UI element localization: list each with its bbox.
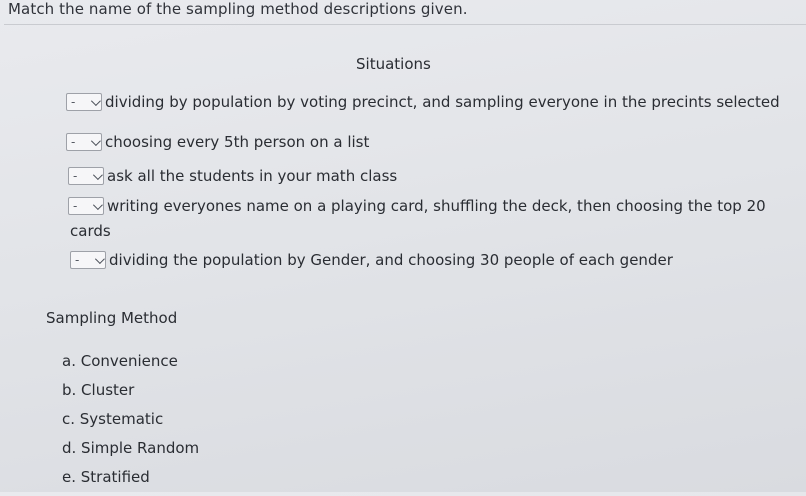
situation-row [68, 197, 766, 215]
situation-row [66, 133, 369, 151]
chevron-down-icon [91, 136, 101, 146]
situation-text: choosing every 5th person on a list [105, 133, 370, 151]
situation-text: dividing by population by voting precinct, and sampling everyone in the precints selected [105, 93, 780, 111]
method-list [62, 351, 199, 496]
answer-select[interactable] [68, 167, 104, 185]
answer-select[interactable] [70, 251, 106, 269]
method-option: d. Simple Random [62, 439, 200, 457]
chevron-down-icon [93, 200, 103, 210]
method-option: c. Systematic [62, 410, 164, 428]
method-option: b. Cluster [62, 381, 135, 399]
answer-select-value: - [71, 135, 76, 149]
answer-select[interactable] [66, 93, 102, 111]
method-heading: Sampling Method [46, 309, 178, 327]
answer-select-value: - [73, 169, 78, 183]
situation-text: writing everyones name on a playing card, shuffling the deck, then choosing the top 20 [107, 197, 766, 215]
answer-select[interactable] [68, 197, 104, 215]
answer-select-value: - [75, 253, 80, 267]
answer-select[interactable] [66, 133, 102, 151]
method-option: e. Stratified [62, 468, 150, 486]
question-prompt: Match the name of the sampling method descriptions given. [8, 0, 468, 18]
situation-row [70, 251, 673, 269]
chevron-down-icon [95, 254, 105, 264]
answer-select-value: - [73, 199, 78, 213]
situations-heading: Situations [356, 55, 431, 73]
chevron-down-icon [91, 96, 101, 106]
answer-select-value: - [71, 95, 76, 109]
situation-text: dividing the population by Gender, and choosing 30 people of each gender [109, 251, 673, 269]
situation-row [68, 167, 397, 185]
situation-text: ask all the students in your math class [107, 167, 398, 185]
chevron-down-icon [93, 170, 103, 180]
situation-text-continuation: cards [70, 222, 111, 240]
method-option: a. Convenience [62, 352, 178, 370]
situation-row [66, 93, 780, 111]
